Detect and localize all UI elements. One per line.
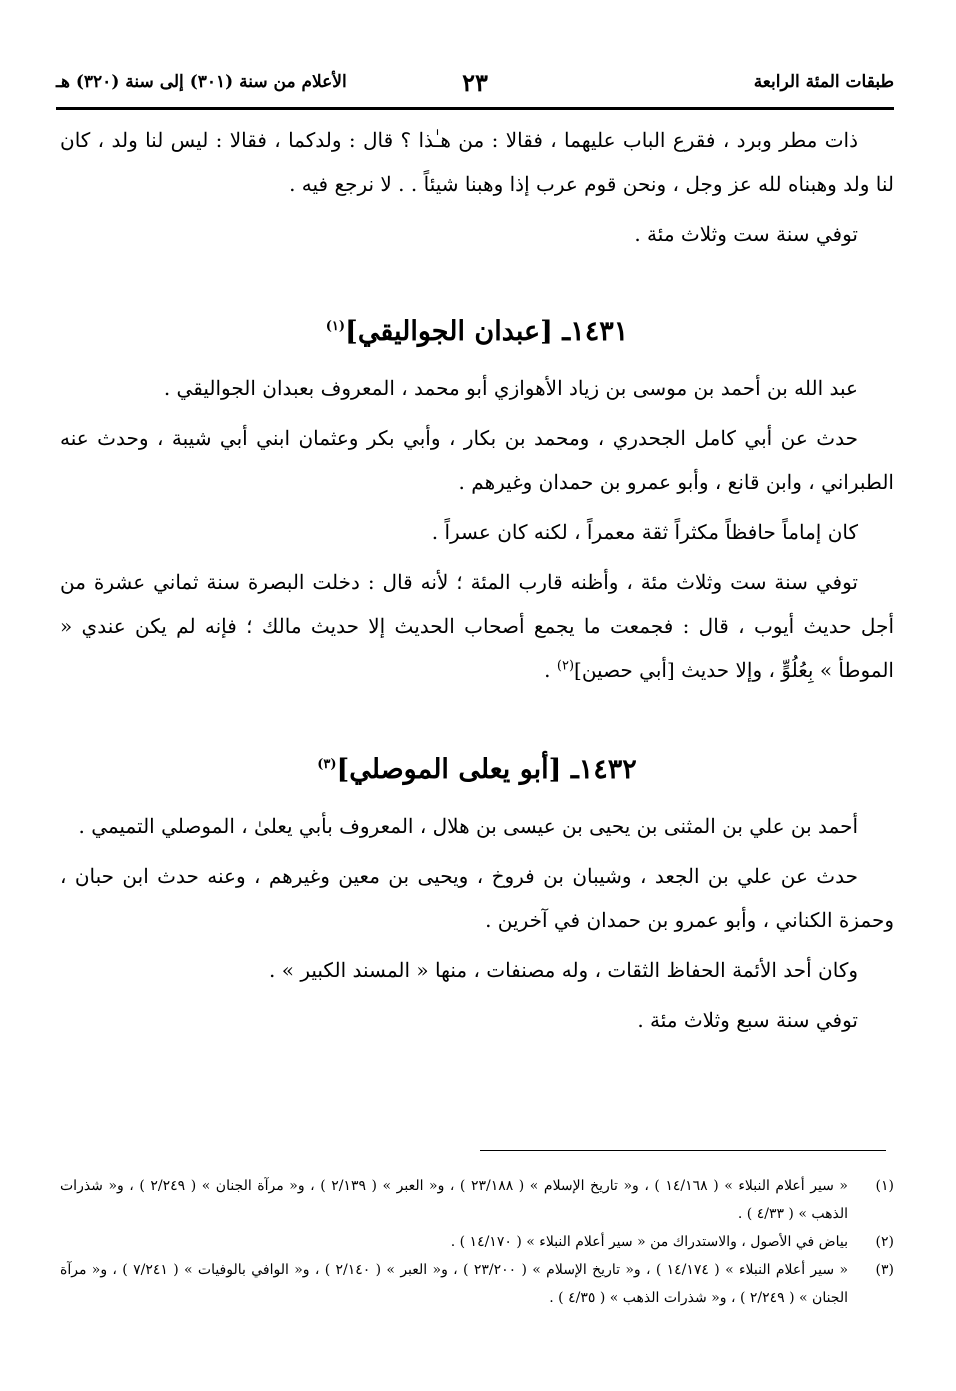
entry-1432-body: [60, 804, 894, 1042]
footnote-item: [60, 1172, 894, 1228]
entry-1431-name: عبد الله بن أحمد بن موسى بن زياد الأهوازي أبو محمد ، المعروف بعبدان الجواليقي .: [163, 376, 858, 400]
entry-1431-title: ١٤٣١ـ [عبدان الجواليقي]: [345, 316, 629, 347]
footnotes: [60, 1172, 894, 1312]
footnote-ref-3: (٣): [317, 757, 337, 772]
entry-1432-works: وكان أحد الأئمة الحفاظ الثقات ، وله مصنفات ، منها « المسند الكبير » .: [269, 958, 858, 982]
footnote-number: (٢): [875, 1234, 894, 1250]
entry-1432-heading: [60, 748, 894, 792]
entry-1432-narrators: حدث عن علي بن الجعد ، وشيبان بن فروخ ، ويحيى بن معين وغيرهم ، وعنه حدث ابن حبان ، وحمزة الكناني ، وأبو عمرو بن حمدان في آخرين .: [60, 864, 894, 932]
footnote-item: [60, 1228, 894, 1256]
footnote-number: (٣): [875, 1262, 894, 1278]
entry-1431-death-text: توفي سنة ست وثلاث مئة ، وأظنه قارب المئة ؛ لأنه قال : دخلت البصرة سنة ثماني عشرة من أجل حديث أيوب ، قال : فجمعت ما يجمع أصحاب الحديث إلا حديث مالك ؛ فإنه لم يكن عندي « الموطأ » بِعُلُوٍّ ، وإلا حديث [أبي حصين]: [60, 570, 894, 682]
page-number: ٢٣: [462, 68, 488, 97]
footnote-ref-2: (٢): [556, 658, 575, 674]
entry-1432-name: أحمد بن علي بن المثنى بن يحيى بن عيسى بن هلال ، المعروف بأبي يعلىٰ ، الموصلي التميمي .: [78, 814, 858, 838]
footnote-text: « سير أعلام النبلاء » ( ١٤/١٧٤ ) ، و« تاريخ الإسلام » ( ٢٣/٢٠٠ ) ، و« العبر » ( ٢/١٤٠ ) ، و« الوافي بالوفيات » ( ٧/٢٤١ ) ، و« مرآة الجنان » ( ٢/٢٤٩ ) ، و« شذرات الذهب » ( ٤/٣٥ ) .: [60, 1262, 849, 1306]
intro-text: [60, 118, 894, 256]
entry-1431-status: كان إماماً حافظاً مكثراً ثقة معمراً ، لكنه كان عسراً .: [431, 520, 858, 544]
entry-1431-narrators: حدث عن أبي كامل الجحدري ، ومحمد بن بكار ، وأبي بكر وعثمان ابني أبي شيبة ، وحدث عنه الطبراني ، وابن قانع ، وأبو عمرو بن حمدان وغيرهم .: [60, 426, 894, 494]
footnote-text: بياض في الأصول ، والاستدراك من « سير أعلام النبلاء » ( ١٤/١٧٠ ) .: [450, 1234, 848, 1250]
entry-1432-title: ١٤٣٢ـ [أبو يعلى الموصلي]: [336, 754, 637, 785]
entry-1431-death-end: .: [544, 658, 557, 682]
footnote-rule: [480, 1150, 886, 1151]
entry-1431-heading: [60, 310, 894, 354]
entry-1432-death: توفي سنة سبع وثلاث مئة .: [637, 1008, 858, 1032]
footnote-ref-1: (١): [325, 319, 346, 334]
intro-paragraph: ذات مطر وبرد ، فقرع الباب عليهما ، فقالا : من هـٰذا ؟ قال : ولدكما ، فقالا : ليس لنا ولد ، كان لنا ولد وهبناه لله عز وجل ، ونحن قوم عرب إذا وهبنا شيئاً . . لا نرجع فيه .: [60, 128, 894, 196]
footnote-number: (١): [875, 1178, 894, 1194]
entry-1431-death: [60, 560, 894, 692]
header-range-title: الأعلام من سنة (٣٠١) إلى سنة (٣٢٠) هـ: [56, 72, 347, 92]
header-section-title: طبقات المئة الرابعة: [753, 72, 894, 92]
page-header: [56, 68, 894, 104]
footnote-text: « سير أعلام النبلاء » ( ١٤/١٦٨ ) ، و« تاريخ الإسلام » ( ٢٣/١٨٨ ) ، و« العبر » ( ٢/١٣٩ ) ، و« مرآة الجنان » ( ٢/٢٤٩ ) ، و« شذرات الذهب » ( ٤/٣٣ ) .: [60, 1178, 848, 1222]
intro-death-note: توفي سنة ست وثلاث مئة .: [634, 222, 858, 246]
footnote-item: [60, 1256, 894, 1312]
entry-1431-body: [60, 366, 894, 692]
header-rule: [56, 107, 894, 110]
